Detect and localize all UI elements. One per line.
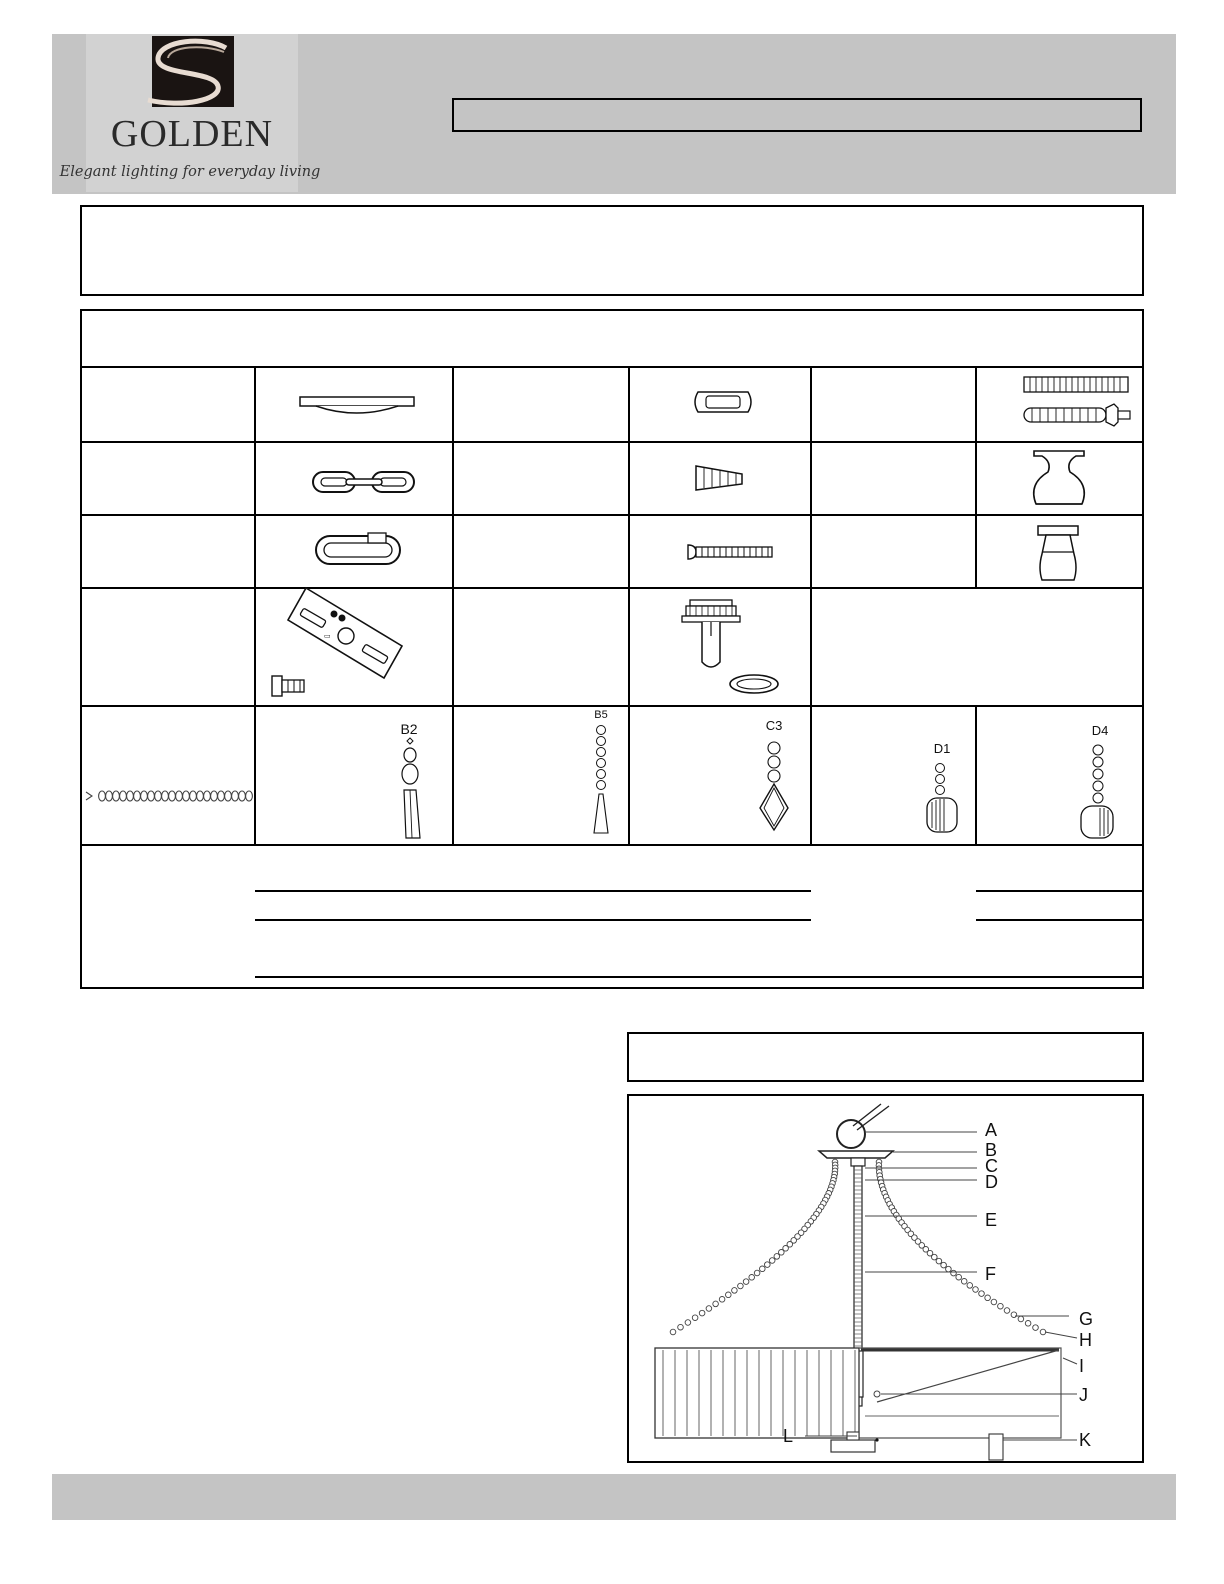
diagram-letter-f: F [985, 1264, 996, 1284]
golden-logo [59, 34, 321, 192]
fill-in-line [255, 919, 811, 921]
brand-tagline: Elegant lighting for everyday living [59, 164, 321, 180]
table-rule [82, 366, 1144, 368]
diagram-letter-j: J [1079, 1385, 1088, 1405]
diagram-title-box [627, 1032, 1144, 1082]
threaded-pipe-icon [1018, 374, 1134, 434]
fixture-diagram-drawing [629, 1096, 1142, 1461]
chain-icon [310, 468, 418, 496]
table-rule [628, 366, 630, 844]
fill-in-line [255, 890, 811, 892]
fill-in-line [976, 890, 1144, 892]
table-rule [254, 366, 256, 844]
fixture-diagram [627, 1094, 1144, 1463]
svg-text:▭: ▭ [324, 632, 331, 640]
crystal-d4-icon [1076, 722, 1122, 840]
fill-in-line [255, 976, 1144, 978]
parts-table [80, 309, 1144, 989]
finial-knob-icon [1026, 448, 1092, 512]
golden-logo-mark [59, 34, 321, 192]
crystal-b2-icon [384, 718, 444, 844]
finial-cap-icon [1034, 524, 1084, 584]
diagram-letter-c: C [985, 1156, 998, 1176]
diagram-letter-a: A [985, 1120, 998, 1140]
table-rule [975, 366, 977, 587]
link-nut-icon [688, 388, 758, 416]
wire-nut-icon [692, 460, 748, 494]
machine-screw-icon [684, 542, 776, 562]
quick-link-icon [312, 532, 404, 568]
diagram-letter-i: I [1079, 1356, 1085, 1376]
footer-band [52, 1474, 1176, 1520]
table-rule [810, 366, 812, 844]
diagram-letter-b: B [985, 1140, 998, 1160]
fill-in-line [976, 919, 1144, 921]
crystal-b2-label: B2 [400, 721, 418, 737]
canopy-plate-icon [296, 392, 420, 420]
table-rule [82, 441, 1144, 443]
diagram-letter-g: G [1079, 1309, 1094, 1329]
mounting-strap-icon [268, 586, 408, 702]
crystal-b5-icon [586, 706, 616, 838]
table-rule [452, 366, 454, 844]
crystal-d4-label: D4 [1091, 723, 1109, 738]
table-rule [82, 587, 1144, 589]
crystal-c3-label: C3 [765, 718, 783, 733]
title-box [452, 98, 1142, 132]
table-rule [975, 705, 977, 844]
crystal-b5-label: B5 [594, 709, 608, 721]
brand-name: GOLDEN [110, 113, 274, 155]
diagram-letter-k: K [1079, 1430, 1092, 1450]
crystal-c3-icon [752, 716, 798, 834]
crystal-d1-label: D1 [933, 741, 951, 756]
table-rule [82, 514, 1144, 516]
diagram-letter-e: E [985, 1210, 998, 1230]
diagram-letter-d: D [985, 1172, 998, 1192]
diagram-letter-l: L [783, 1426, 794, 1446]
diagram-letter-h: H [1079, 1330, 1092, 1350]
info-box [80, 205, 1144, 296]
crystal-d1-icon [922, 740, 962, 836]
table-rule [82, 844, 1144, 846]
bead-strand-icon [84, 784, 252, 808]
socket-icon [680, 598, 784, 702]
